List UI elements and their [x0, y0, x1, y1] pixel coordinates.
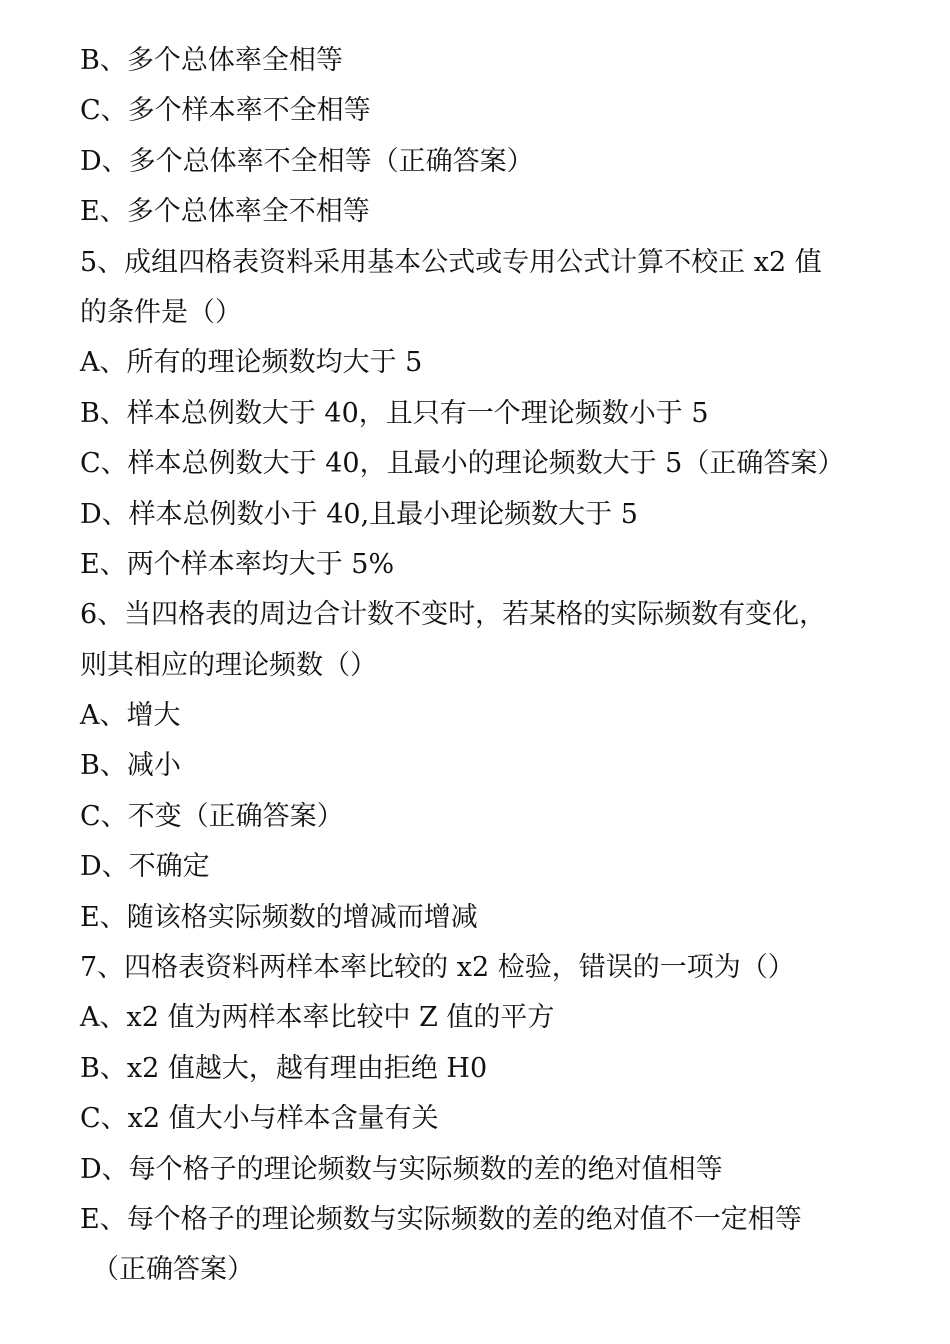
option-d-q7: D、每个格子的理论频数与实际频数的差的绝对值相等 [80, 1153, 723, 1185]
option-a-q6: A、增大 [80, 700, 181, 732]
option-e-q7-continued: （正确答案） [92, 1254, 254, 1286]
option-e-q7: E、每个格子的理论频数与实际频数的差的绝对值不一定相等 [80, 1203, 802, 1235]
question-5-continued: 的条件是（） [80, 296, 242, 328]
question-6: 6、当四格表的周边合计数不变时，若某格的实际频数有变化， [80, 599, 827, 631]
option-e-q4: E、多个总体率全不相等 [80, 196, 370, 228]
option-b-q5: B、样本总例数大于 40，且只有一个理论频数小于 5 [80, 397, 709, 429]
option-d-q5: D、样本总例数小于 40,且最小理论频数大于 5 [80, 498, 638, 530]
question-7: 7、四格表资料两样本率比较的 x2 检验，错误的一项为（） [80, 952, 795, 984]
option-a-q5: A、所有的理论频数均大于 5 [80, 347, 423, 379]
option-c-q6: C、不变（正确答案） [80, 800, 344, 832]
option-b-q4: B、多个总体率全相等 [80, 45, 343, 76]
option-c-q7: C、x2 值大小与样本含量有关 [80, 1103, 439, 1135]
option-a-q7: A、x2 值为两样本率比较中 Z 值的平方 [80, 1002, 555, 1034]
option-c-q5: C、样本总例数大于 40，且最小的理论频数大于 5（正确答案） [80, 448, 845, 480]
option-d-q6: D、不确定 [80, 851, 210, 883]
option-c-q4: C、多个样本率不全相等 [80, 95, 371, 127]
document-page [80, 36, 880, 1296]
option-d-q4: D、多个总体率不全相等（正确答案） [80, 145, 534, 177]
question-6-continued: 则其相应的理论频数（） [80, 649, 377, 681]
option-b-q7: B、x2 值越大，越有理由拒绝 H0 [80, 1052, 488, 1084]
option-b-q6: B、减小 [80, 750, 181, 782]
question-5: 5、成组四格表资料采用基本公式或专用公式计算不校正 x2 值 [80, 246, 822, 278]
option-e-q5: E、两个样本率均大于 5% [80, 548, 395, 580]
option-e-q6: E、随该格实际频数的增减而增减 [80, 901, 478, 933]
